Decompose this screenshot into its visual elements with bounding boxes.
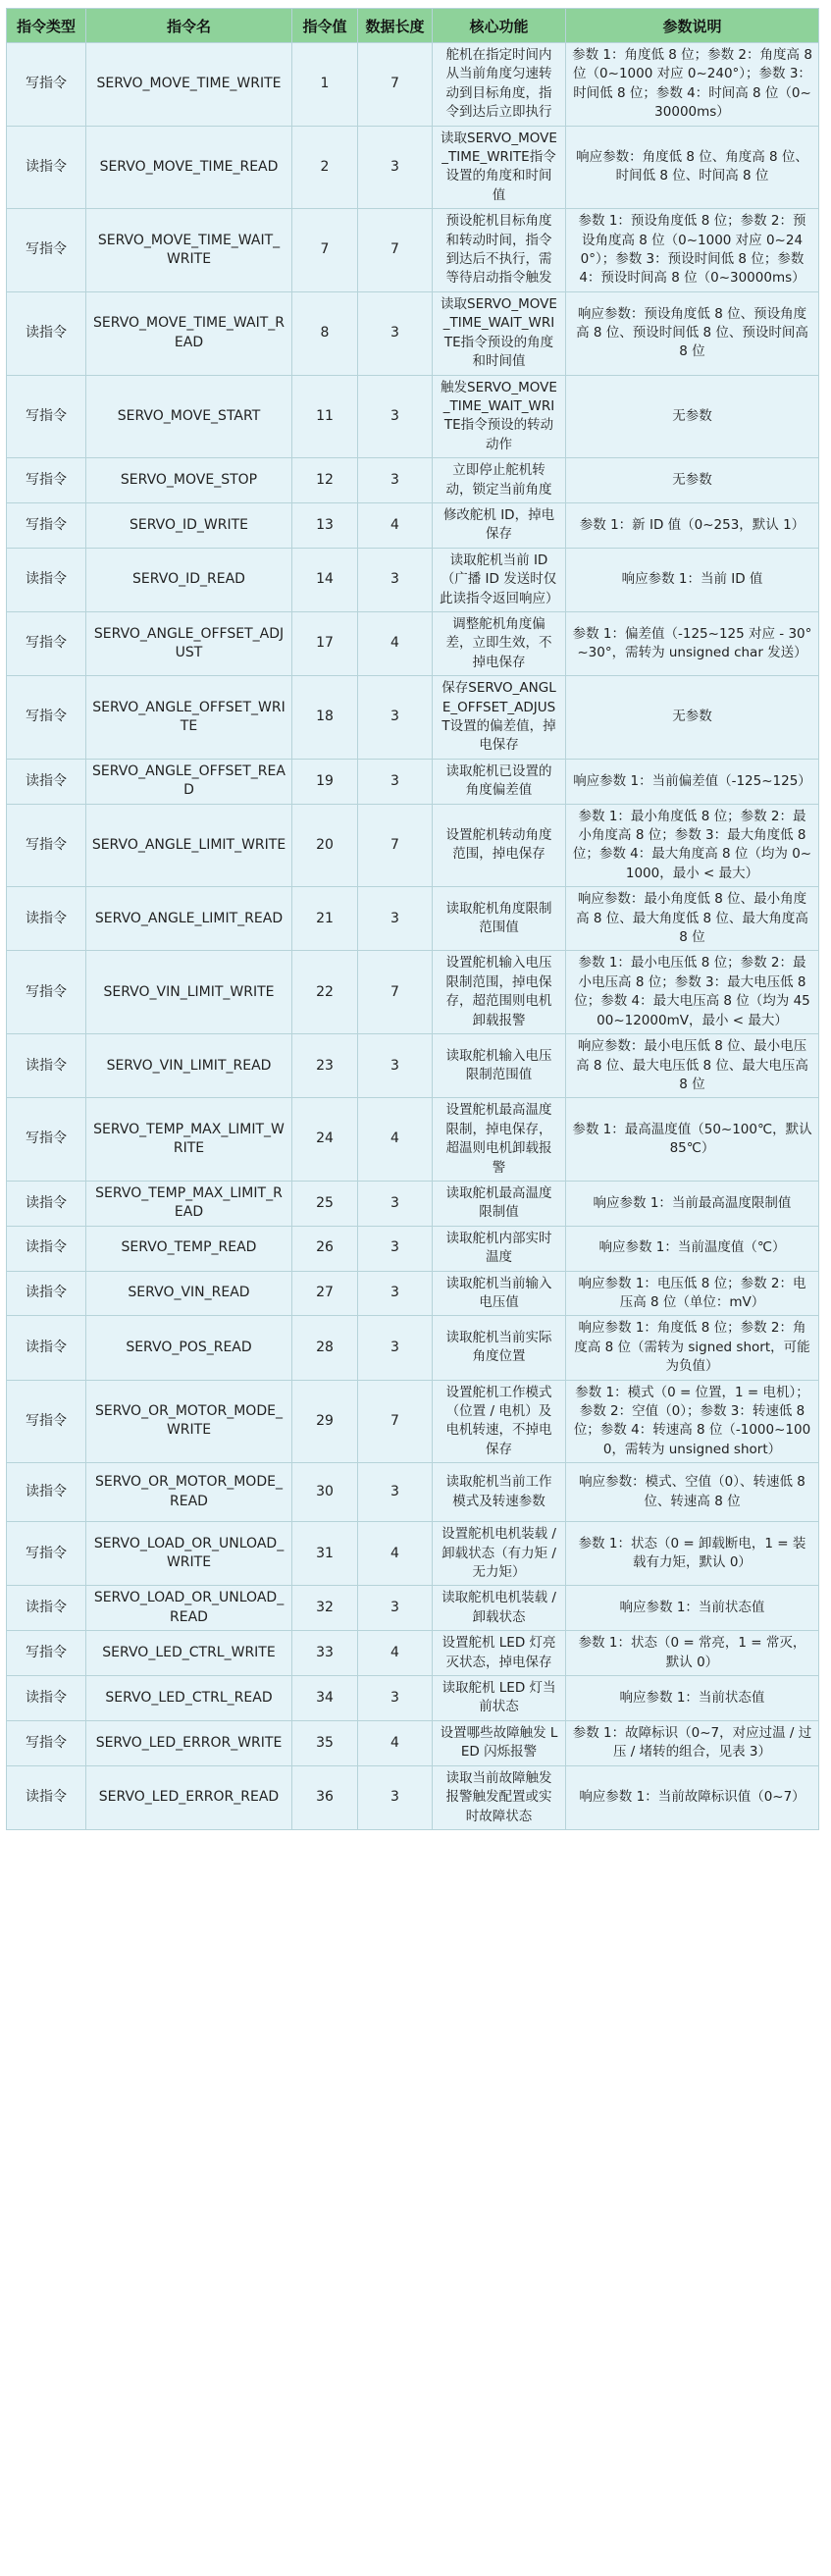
data-length-cell: 4 [358, 611, 433, 675]
cmd-name-cell: SERVO_LED_CTRL_WRITE [86, 1631, 292, 1676]
table-row [7, 804, 819, 887]
cmd-type-cell: 写指令 [7, 458, 86, 503]
table-row [7, 759, 819, 804]
data-length-cell: 3 [358, 887, 433, 951]
core-function-cell: 调整舵机角度偏差，立即生效，不掉电保存 [433, 611, 566, 675]
header-core-function: 核心功能 [433, 9, 566, 43]
table-row [7, 548, 819, 611]
cmd-value-cell: 17 [292, 611, 358, 675]
table-row [7, 458, 819, 503]
cmd-name-cell: SERVO_LED_CTRL_READ [86, 1676, 292, 1721]
table-row [7, 1226, 819, 1271]
cmd-name-cell: SERVO_TEMP_READ [86, 1226, 292, 1271]
cmd-name-cell: SERVO_POS_READ [86, 1316, 292, 1380]
table-row [7, 1720, 819, 1765]
cmd-name-cell: SERVO_ANGLE_OFFSET_WRITE [86, 676, 292, 760]
param-desc-cell: 响应参数 1：当前状态值 [566, 1586, 819, 1631]
cmd-type-cell: 写指令 [7, 1522, 86, 1586]
table-row [7, 1765, 819, 1829]
data-length-cell: 4 [358, 502, 433, 548]
table-row [7, 1380, 819, 1463]
data-length-cell: 3 [358, 291, 433, 375]
cmd-name-cell: SERVO_ANGLE_LIMIT_READ [86, 887, 292, 951]
cmd-name-cell: SERVO_MOVE_STOP [86, 458, 292, 503]
cmd-value-cell: 29 [292, 1380, 358, 1463]
cmd-value-cell: 28 [292, 1316, 358, 1380]
table-row [7, 1631, 819, 1676]
data-length-cell: 4 [358, 1720, 433, 1765]
table-row [7, 1676, 819, 1721]
core-function-cell: 读取SERVO_MOVE_TIME_WAIT_WRITE指令预设的角度和时间值 [433, 291, 566, 375]
cmd-name-cell: SERVO_MOVE_TIME_WRITE [86, 43, 292, 127]
data-length-cell: 3 [358, 548, 433, 611]
cmd-value-cell: 26 [292, 1226, 358, 1271]
param-desc-cell: 参数 1：状态（0 = 常亮，1 = 常灭，默认 0） [566, 1631, 819, 1676]
cmd-type-cell: 写指令 [7, 1098, 86, 1182]
param-desc-cell: 无参数 [566, 375, 819, 458]
cmd-value-cell: 19 [292, 759, 358, 804]
cmd-value-cell: 18 [292, 676, 358, 760]
cmd-type-cell: 写指令 [7, 1720, 86, 1765]
core-function-cell: 读取舵机最高温度限制值 [433, 1181, 566, 1226]
header-data-length: 数据长度 [358, 9, 433, 43]
param-desc-cell: 响应参数 1：角度低 8 位；参数 2：角度高 8 位（需转为 signed short，可能为负值） [566, 1316, 819, 1380]
cmd-value-cell: 35 [292, 1720, 358, 1765]
cmd-value-cell: 34 [292, 1676, 358, 1721]
cmd-type-cell: 写指令 [7, 1631, 86, 1676]
param-desc-cell: 响应参数：预设角度低 8 位、预设角度高 8 位、预设时间低 8 位、预设时间高 8 位 [566, 291, 819, 375]
cmd-value-cell: 12 [292, 458, 358, 503]
table-row [7, 1522, 819, 1586]
cmd-name-cell: SERVO_ANGLE_OFFSET_ADJUST [86, 611, 292, 675]
cmd-name-cell: SERVO_ID_WRITE [86, 502, 292, 548]
cmd-type-cell: 读指令 [7, 1586, 86, 1631]
cmd-value-cell: 36 [292, 1765, 358, 1829]
data-length-cell: 7 [358, 1380, 433, 1463]
cmd-type-cell: 写指令 [7, 676, 86, 760]
cmd-name-cell: SERVO_MOVE_TIME_WAIT_WRITE [86, 209, 292, 292]
cmd-type-cell: 读指令 [7, 126, 86, 209]
param-desc-cell: 参数 1：偏差值（-125~125 对应 - 30°~30°，需转为 unsigned char 发送） [566, 611, 819, 675]
table-row [7, 887, 819, 951]
data-length-cell: 7 [358, 209, 433, 292]
data-length-cell: 3 [358, 1463, 433, 1522]
cmd-value-cell: 13 [292, 502, 358, 548]
data-length-cell: 7 [358, 951, 433, 1034]
cmd-type-cell: 写指令 [7, 43, 86, 127]
cmd-value-cell: 24 [292, 1098, 358, 1182]
data-length-cell: 7 [358, 43, 433, 127]
cmd-value-cell: 32 [292, 1586, 358, 1631]
core-function-cell: 设置舵机最高温度限制，掉电保存，超温则电机卸载报警 [433, 1098, 566, 1182]
data-length-cell: 3 [358, 1316, 433, 1380]
cmd-value-cell: 33 [292, 1631, 358, 1676]
cmd-name-cell: SERVO_MOVE_TIME_READ [86, 126, 292, 209]
data-length-cell: 3 [358, 126, 433, 209]
param-desc-cell: 参数 1：状态（0 = 卸载断电，1 = 装载有力矩，默认 0） [566, 1522, 819, 1586]
cmd-value-cell: 11 [292, 375, 358, 458]
core-function-cell: 读取舵机当前工作模式及转速参数 [433, 1463, 566, 1522]
table-row [7, 1463, 819, 1522]
cmd-name-cell: SERVO_ANGLE_LIMIT_WRITE [86, 804, 292, 887]
table-row [7, 951, 819, 1034]
param-desc-cell: 响应参数 1：当前温度值（℃） [566, 1226, 819, 1271]
core-function-cell: 读取舵机已设置的角度偏差值 [433, 759, 566, 804]
param-desc-cell: 响应参数：模式、空值（0）、转速低 8 位、转速高 8 位 [566, 1463, 819, 1522]
cmd-type-cell: 写指令 [7, 804, 86, 887]
table-row [7, 676, 819, 760]
header-cmd-name: 指令名 [86, 9, 292, 43]
cmd-value-cell: 8 [292, 291, 358, 375]
data-length-cell: 3 [358, 375, 433, 458]
cmd-type-cell: 读指令 [7, 1226, 86, 1271]
param-desc-cell: 响应参数 1：当前 ID 值 [566, 548, 819, 611]
cmd-type-cell: 写指令 [7, 951, 86, 1034]
core-function-cell: 设置舵机电机装载 / 卸载状态（有力矩 / 无力矩） [433, 1522, 566, 1586]
cmd-value-cell: 2 [292, 126, 358, 209]
table-row [7, 209, 819, 292]
param-desc-cell: 参数 1：角度低 8 位；参数 2：角度高 8 位（0~1000 对应 0~240°）；参数 3：时间低 8 位；参数 4：时间高 8 位（0~30000ms） [566, 43, 819, 127]
param-desc-cell: 参数 1：预设角度低 8 位；参数 2：预设角度高 8 位（0~1000 对应 0~240°）；参数 3：预设时间低 8 位；参数 4：预设时间高 8 位（0~30000ms） [566, 209, 819, 292]
core-function-cell: 读取舵机内部实时温度 [433, 1226, 566, 1271]
cmd-value-cell: 14 [292, 548, 358, 611]
cmd-type-cell: 读指令 [7, 1271, 86, 1316]
data-length-cell: 4 [358, 1098, 433, 1182]
cmd-name-cell: SERVO_ANGLE_OFFSET_READ [86, 759, 292, 804]
cmd-type-cell: 写指令 [7, 502, 86, 548]
cmd-value-cell: 31 [292, 1522, 358, 1586]
param-desc-cell: 响应参数 1：当前偏差值（-125~125） [566, 759, 819, 804]
table-row [7, 126, 819, 209]
param-desc-cell: 无参数 [566, 458, 819, 503]
table-row [7, 1181, 819, 1226]
cmd-name-cell: SERVO_LOAD_OR_UNLOAD_WRITE [86, 1522, 292, 1586]
data-length-cell: 4 [358, 1522, 433, 1586]
core-function-cell: 触发SERVO_MOVE_TIME_WAIT_WRITE指令预设的转动动作 [433, 375, 566, 458]
cmd-value-cell: 27 [292, 1271, 358, 1316]
core-function-cell: 读取舵机当前实际角度位置 [433, 1316, 566, 1380]
table-row [7, 1271, 819, 1316]
cmd-name-cell: SERVO_LED_ERROR_READ [86, 1765, 292, 1829]
cmd-type-cell: 读指令 [7, 291, 86, 375]
data-length-cell: 3 [358, 1034, 433, 1098]
core-function-cell: 读取舵机电机装载 / 卸载状态 [433, 1586, 566, 1631]
core-function-cell: 设置舵机输入电压限制范围，掉电保存，超范围则电机卸载报警 [433, 951, 566, 1034]
cmd-value-cell: 22 [292, 951, 358, 1034]
core-function-cell: 读取舵机当前输入电压值 [433, 1271, 566, 1316]
cmd-name-cell: SERVO_OR_MOTOR_MODE_READ [86, 1463, 292, 1522]
cmd-type-cell: 写指令 [7, 375, 86, 458]
core-function-cell: 读取舵机输入电压限制范围值 [433, 1034, 566, 1098]
cmd-name-cell: SERVO_VIN_LIMIT_WRITE [86, 951, 292, 1034]
cmd-type-cell: 读指令 [7, 1463, 86, 1522]
core-function-cell: 设置哪些故障触发 LED 闪烁报警 [433, 1720, 566, 1765]
param-desc-cell: 响应参数：最小电压低 8 位、最小电压高 8 位、最大电压低 8 位、最大电压高 8 位 [566, 1034, 819, 1098]
param-desc-cell: 响应参数：角度低 8 位、角度高 8 位、时间低 8 位、时间高 8 位 [566, 126, 819, 209]
param-desc-cell: 参数 1：新 ID 值（0~253，默认 1） [566, 502, 819, 548]
header-cmd-type: 指令类型 [7, 9, 86, 43]
cmd-type-cell: 写指令 [7, 611, 86, 675]
cmd-type-cell: 读指令 [7, 1765, 86, 1829]
core-function-cell: 舵机在指定时间内从当前角度匀速转动到目标角度，指令到达后立即执行 [433, 43, 566, 127]
cmd-value-cell: 7 [292, 209, 358, 292]
param-desc-cell: 响应参数 1：当前故障标识值（0~7） [566, 1765, 819, 1829]
data-length-cell: 3 [358, 1586, 433, 1631]
param-desc-cell: 无参数 [566, 676, 819, 760]
cmd-name-cell: SERVO_TEMP_MAX_LIMIT_WRITE [86, 1098, 292, 1182]
core-function-cell: 预设舵机目标角度和转动时间，指令到达后不执行，需等待启动指令触发 [433, 209, 566, 292]
data-length-cell: 4 [358, 1631, 433, 1676]
cmd-type-cell: 写指令 [7, 209, 86, 292]
data-length-cell: 3 [358, 676, 433, 760]
param-desc-cell: 响应参数 1：电压低 8 位；参数 2：电压高 8 位（单位：mV） [566, 1271, 819, 1316]
data-length-cell: 3 [358, 1181, 433, 1226]
cmd-type-cell: 读指令 [7, 1676, 86, 1721]
table-row [7, 375, 819, 458]
cmd-name-cell: SERVO_TEMP_MAX_LIMIT_READ [86, 1181, 292, 1226]
cmd-name-cell: SERVO_OR_MOTOR_MODE_WRITE [86, 1380, 292, 1463]
cmd-type-cell: 写指令 [7, 1380, 86, 1463]
data-length-cell: 3 [358, 759, 433, 804]
core-function-cell: 读取舵机当前 ID（广播 ID 发送时仅此读指令返回响应） [433, 548, 566, 611]
param-desc-cell: 响应参数：最小角度低 8 位、最小角度高 8 位、最大角度低 8 位、最大角度高 8 位 [566, 887, 819, 951]
param-desc-cell: 响应参数 1：当前状态值 [566, 1676, 819, 1721]
param-desc-cell: 参数 1：最小电压低 8 位；参数 2：最小电压高 8 位；参数 3：最大电压低 8 位；参数 4：最大电压高 8 位（均为 4500~12000mV，最小 < 最大） [566, 951, 819, 1034]
param-desc-cell: 参数 1：模式（0 = 位置，1 = 电机）；参数 2：空值（0）；参数 3：转速低 8 位；参数 4：转速高 8 位（-1000~1000，需转为 unsigned short） [566, 1380, 819, 1463]
cmd-name-cell: SERVO_VIN_LIMIT_READ [86, 1034, 292, 1098]
table-row [7, 611, 819, 675]
cmd-type-cell: 读指令 [7, 1034, 86, 1098]
cmd-type-cell: 读指令 [7, 1181, 86, 1226]
cmd-value-cell: 30 [292, 1463, 358, 1522]
cmd-type-cell: 读指令 [7, 887, 86, 951]
table-row [7, 1316, 819, 1380]
cmd-value-cell: 1 [292, 43, 358, 127]
data-length-cell: 3 [358, 1765, 433, 1829]
table-row [7, 291, 819, 375]
table-row [7, 1586, 819, 1631]
cmd-name-cell: SERVO_ID_READ [86, 548, 292, 611]
param-desc-cell: 参数 1：最小角度低 8 位；参数 2：最小角度高 8 位；参数 3：最大角度低 8 位；参数 4：最大角度高 8 位（均为 0~1000，最小 < 最大） [566, 804, 819, 887]
data-length-cell: 3 [358, 1226, 433, 1271]
cmd-value-cell: 23 [292, 1034, 358, 1098]
cmd-name-cell: SERVO_MOVE_START [86, 375, 292, 458]
table-row [7, 1098, 819, 1182]
core-function-cell: 保存SERVO_ANGLE_OFFSET_ADJUST设置的偏差值，掉电保存 [433, 676, 566, 760]
table-row [7, 502, 819, 548]
core-function-cell: 立即停止舵机转动，锁定当前角度 [433, 458, 566, 503]
data-length-cell: 7 [358, 804, 433, 887]
core-function-cell: 读取SERVO_MOVE_TIME_WRITE指令设置的角度和时间值 [433, 126, 566, 209]
core-function-cell: 设置舵机转动角度范围，掉电保存 [433, 804, 566, 887]
cmd-name-cell: SERVO_LOAD_OR_UNLOAD_READ [86, 1586, 292, 1631]
core-function-cell: 读取舵机角度限制范围值 [433, 887, 566, 951]
param-desc-cell: 参数 1：故障标识（0~7，对应过温 / 过压 / 堵转的组合，见表 3） [566, 1720, 819, 1765]
core-function-cell: 设置舵机工作模式（位置 / 电机）及电机转速，不掉电保存 [433, 1380, 566, 1463]
param-desc-cell: 响应参数 1：当前最高温度限制值 [566, 1181, 819, 1226]
core-function-cell: 修改舵机 ID，掉电保存 [433, 502, 566, 548]
cmd-type-cell: 读指令 [7, 759, 86, 804]
cmd-name-cell: SERVO_MOVE_TIME_WAIT_READ [86, 291, 292, 375]
data-length-cell: 3 [358, 1676, 433, 1721]
core-function-cell: 设置舵机 LED 灯亮灭状态，掉电保存 [433, 1631, 566, 1676]
cmd-type-cell: 读指令 [7, 548, 86, 611]
cmd-type-cell: 读指令 [7, 1316, 86, 1380]
cmd-name-cell: SERVO_LED_ERROR_WRITE [86, 1720, 292, 1765]
core-function-cell: 读取舵机 LED 灯当前状态 [433, 1676, 566, 1721]
table-header-row [7, 9, 819, 43]
command-table [6, 8, 819, 1830]
param-desc-cell: 参数 1：最高温度值（50~100℃，默认 85℃） [566, 1098, 819, 1182]
cmd-name-cell: SERVO_VIN_READ [86, 1271, 292, 1316]
cmd-value-cell: 21 [292, 887, 358, 951]
cmd-value-cell: 25 [292, 1181, 358, 1226]
core-function-cell: 读取当前故障触发报警触发配置或实时故障状态 [433, 1765, 566, 1829]
header-param-desc: 参数说明 [566, 9, 819, 43]
table-row [7, 1034, 819, 1098]
data-length-cell: 3 [358, 458, 433, 503]
data-length-cell: 3 [358, 1271, 433, 1316]
cmd-value-cell: 20 [292, 804, 358, 887]
table-row [7, 43, 819, 127]
header-cmd-value: 指令值 [292, 9, 358, 43]
